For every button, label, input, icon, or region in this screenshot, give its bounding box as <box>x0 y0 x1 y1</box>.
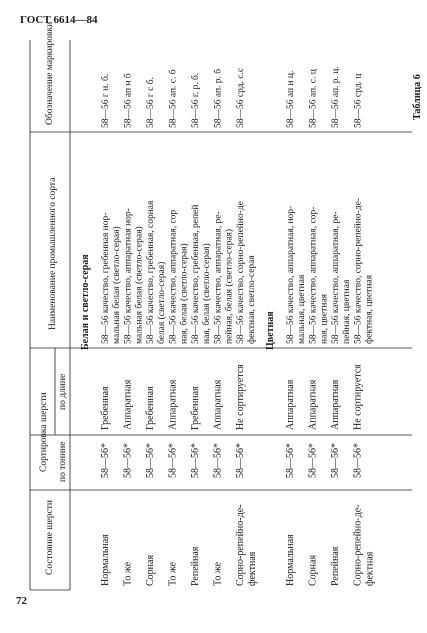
document-header: ГОСТ 6614—84 <box>20 14 98 26</box>
row-condition: Сорно-репейно-де- <box>235 504 246 586</box>
row-marking: 58—56 ап. с. ц <box>308 69 319 128</box>
row-industrial-sort-1: 58—56 качество, сорно-репейно-де <box>236 201 246 344</box>
row-industrial-sort-1: 58—56 качество, аппаратная, сор- <box>308 206 319 344</box>
row-length: Не сортируется <box>235 364 246 430</box>
row-marking: 58—56 ап. р. б <box>213 68 224 128</box>
row-industrial-sort-1: 58—56 качество, аппаратная, нор- <box>286 205 296 344</box>
header-marking-line1: Обозначение маркировки <box>45 21 55 125</box>
row-condition: То же <box>167 561 179 586</box>
row-marking: 58—56 ап н ц. <box>286 70 296 128</box>
row-industrial-sort-1: 58—56 качество, аппаратная нор- <box>123 208 134 344</box>
section-title: Цветная <box>265 311 276 350</box>
row-industrial-sort-2: ная, белая (светло-серая) <box>179 243 190 344</box>
row-condition: То же <box>212 561 224 586</box>
row-industrial-sort-2: ная, белая (светло-серая) <box>202 243 212 344</box>
row-marking: 58—56 срд. с.с <box>236 67 246 128</box>
row-condition: То же <box>122 561 134 586</box>
row-marking: 58—56 г с б. <box>146 77 156 128</box>
row-length: Аппаратная <box>212 379 224 430</box>
section-title: Белая и светло-серая <box>80 254 91 350</box>
page-number: 72 <box>16 595 27 607</box>
table-text <box>39 22 423 586</box>
row-marking: 58—56 срд. ц <box>353 73 364 128</box>
row-industrial-sort-1: 58—56 качество, гребенная нор- <box>101 212 111 344</box>
row-fineness: 58—56* <box>307 443 319 478</box>
header-by-length: по длине <box>58 373 68 410</box>
row-length: Гребенная <box>145 386 156 430</box>
row-length: Аппаратная <box>285 379 296 430</box>
row-condition-2: фектная <box>364 551 376 586</box>
row-industrial-sort-2: белая (светло-серая) <box>157 261 167 344</box>
row-condition: Нормальная <box>100 534 111 586</box>
header-industrial-sort: Наименование промышленного сорта <box>48 177 58 330</box>
row-condition-2: фектная <box>247 551 258 586</box>
row-industrial-sort-1: 58—56 качество, аппаратная, сор <box>168 209 179 344</box>
row-fineness: 58—56* <box>235 443 246 478</box>
row-industrial-sort-1: 58—56 качество, гребенная, репей <box>191 204 201 344</box>
table-title: Таблица 6 <box>412 74 423 120</box>
row-industrial-sort-1: 58—56 качество, аппаратная, ре- <box>213 211 224 344</box>
row-condition: Нормальная <box>285 534 296 586</box>
row-length: Аппаратная <box>167 379 179 430</box>
row-fineness: 58—56* <box>100 443 111 478</box>
row-condition: Репейная <box>190 546 201 586</box>
row-marking: 58—56 г н. б. <box>101 73 111 128</box>
row-length: Аппаратная <box>122 379 134 430</box>
row-marking: 58—56 г. р. б. <box>191 72 201 128</box>
row-length: Аппаратная <box>330 379 341 430</box>
row-industrial-sort-1: 58—56 качество, гребенная, сорная <box>146 200 156 344</box>
row-industrial-sort-2: мальная белая (светло-серая) <box>112 226 122 344</box>
row-industrial-sort-2: фектная, светло-серая <box>247 255 257 344</box>
row-length: Не сортируется <box>352 364 364 430</box>
row-length: Гребенная <box>100 386 111 430</box>
row-fineness: 58—56* <box>122 443 134 478</box>
header-by-fineness: по тонине <box>58 441 68 482</box>
row-industrial-sort-2: ная, цветная <box>319 294 330 344</box>
row-length: Гребенная <box>190 386 201 430</box>
row-length: Аппаратная <box>307 379 319 430</box>
row-industrial-sort-2: мальная белая (светло-серая) <box>134 226 145 344</box>
header-condition: Состояние шерсти <box>45 500 55 575</box>
row-industrial-sort-2: фектная, цветная <box>364 275 375 344</box>
header-sort-group: Сортировка шерсти <box>39 392 49 472</box>
row-condition: Репейная <box>330 546 341 586</box>
row-fineness: 58—56* <box>190 443 201 478</box>
row-marking: 58—56 ап. с. б <box>168 69 179 128</box>
row-fineness: 58—56* <box>145 443 156 478</box>
row-fineness: 58—56* <box>167 443 179 478</box>
row-condition: Сорно-репейно-де- <box>352 504 364 586</box>
row-industrial-sort-2: мальная, цветная <box>297 274 307 344</box>
row-condition: Сорная <box>145 554 156 586</box>
row-industrial-sort-2: пейная, цветная <box>342 279 352 344</box>
row-condition: Сорная <box>307 554 319 586</box>
row-fineness: 58—56* <box>285 443 296 478</box>
row-industrial-sort-1: 58—56 качество, сорно-репейно-де- <box>353 198 364 344</box>
row-fineness: 58—56* <box>212 443 224 478</box>
row-marking: 58—56 ап. р. ц. <box>331 66 341 128</box>
row-industrial-sort-1: 58—56 качество, аппаратная, ре- <box>331 211 341 344</box>
row-marking: 58—56 ап н б <box>123 73 134 128</box>
row-fineness: 58—56* <box>330 443 341 478</box>
row-fineness: 58—56* <box>352 443 364 478</box>
row-industrial-sort-2: пейная, белая (светло-серая) <box>224 228 235 344</box>
